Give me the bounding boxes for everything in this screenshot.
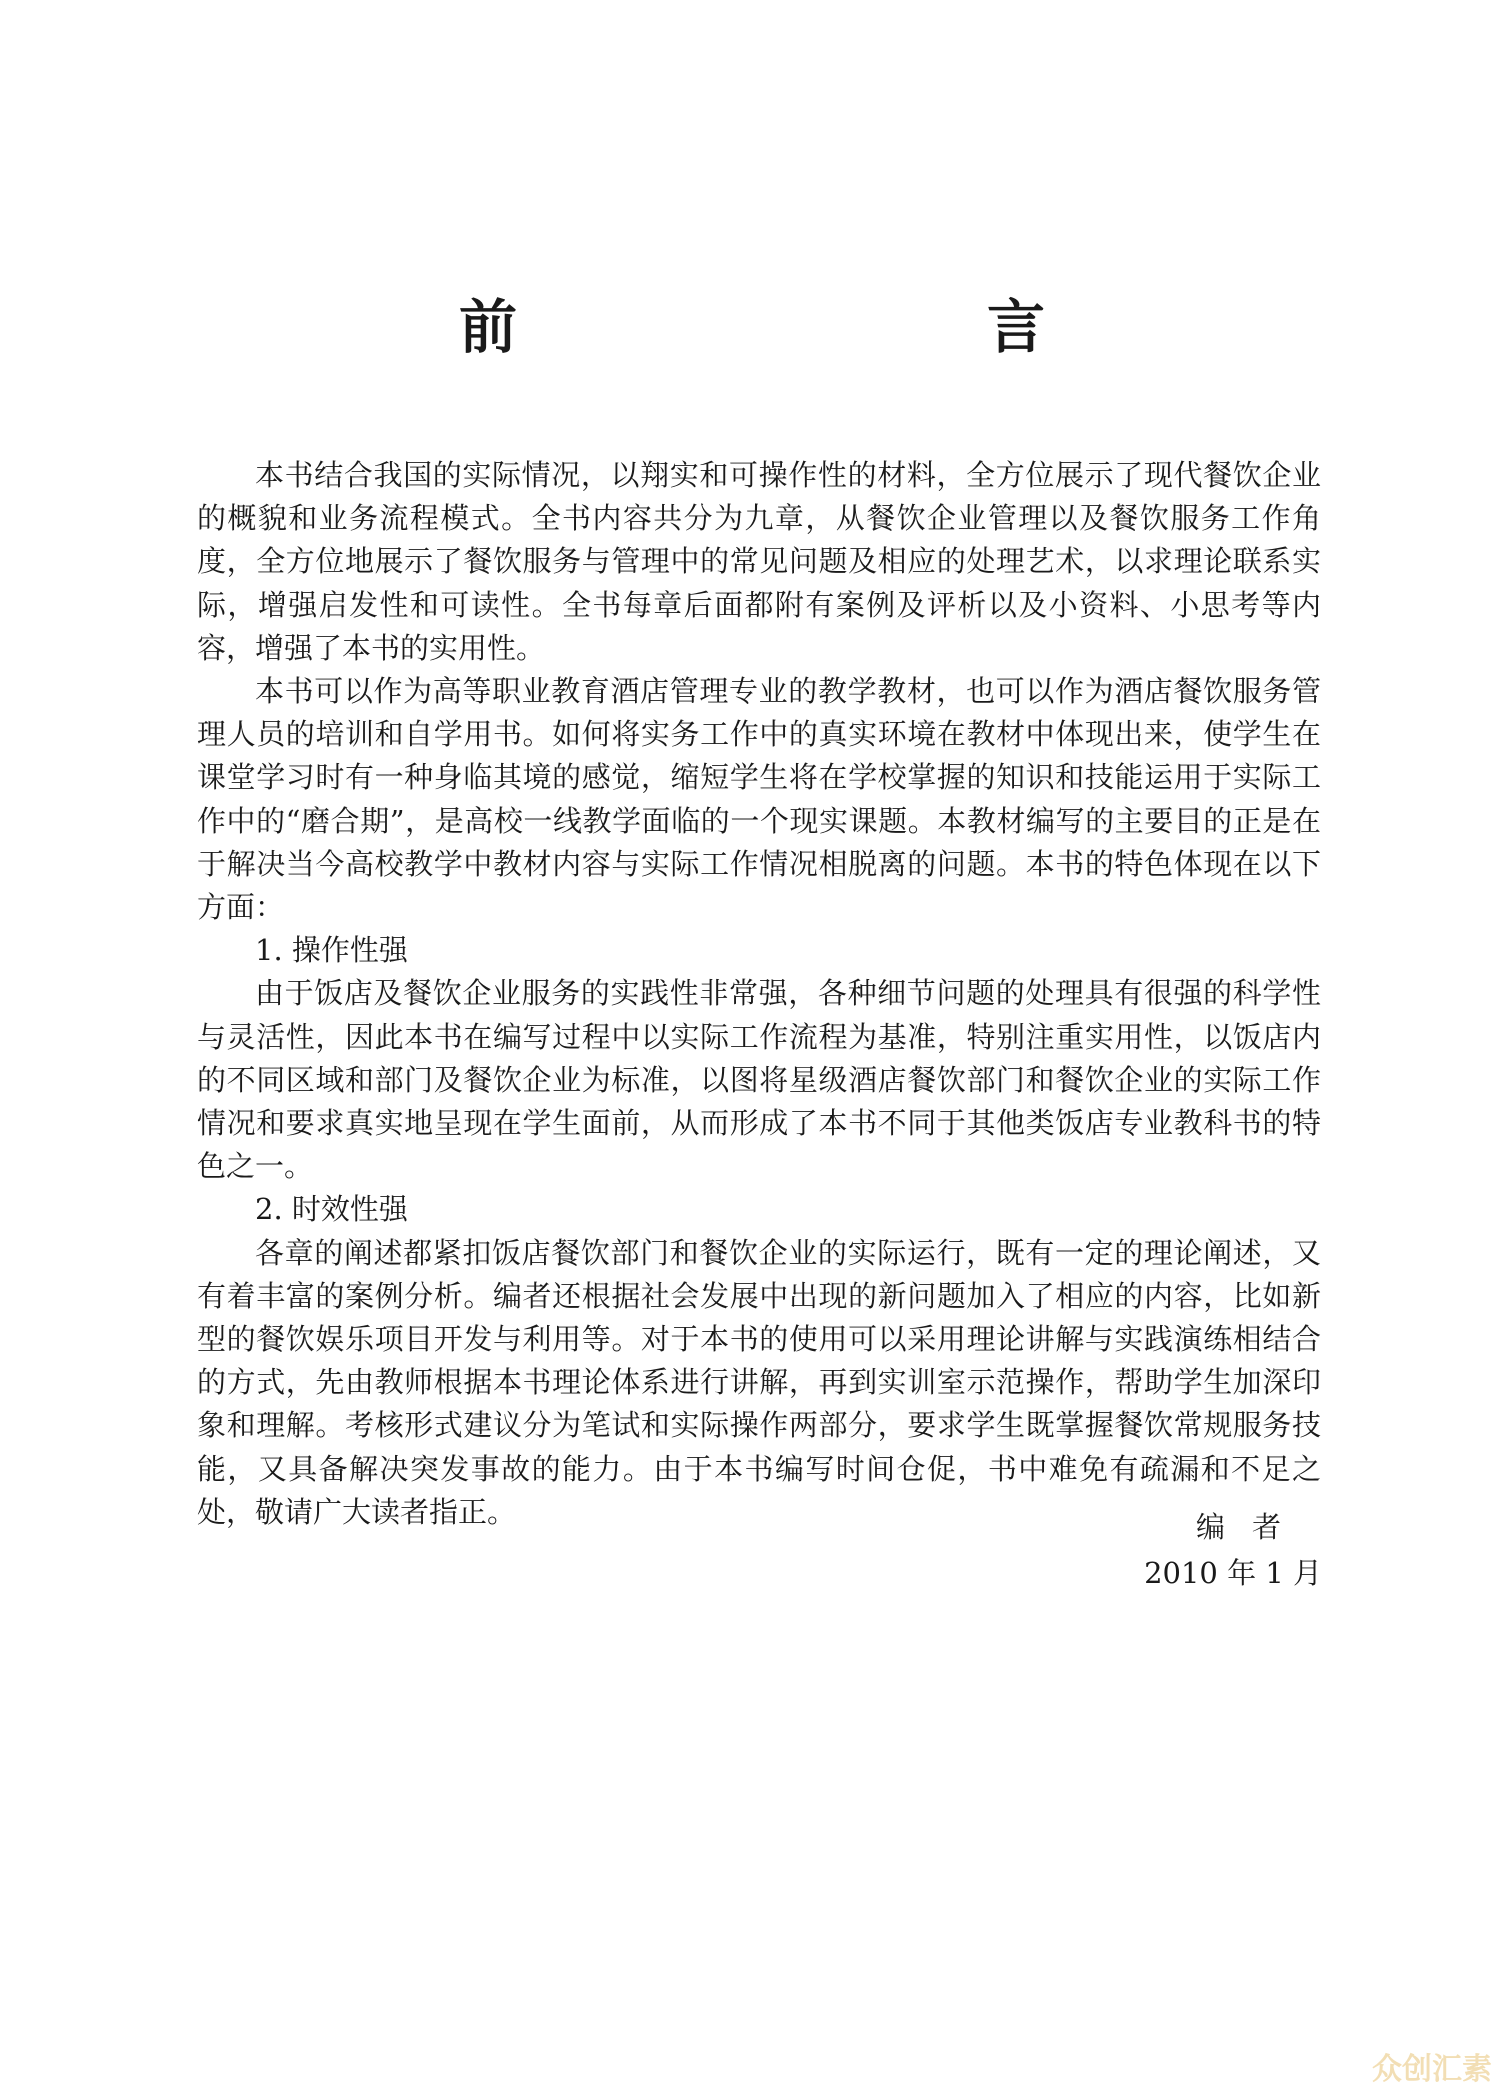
signature-block — [1144, 1504, 1322, 1596]
paragraph-operability: 由于饭店及餐饮企业服务的实践性非常强，各种细节问题的处理具有很强的科学性与灵活性，因此本书在编写过程中以实际工作流程为基准，特别注重实用性，以饭店内的不同区域和部门及餐饮企业为标准，以图将星级酒店餐饮部门和餐饮企业的实际工作情况和要求真实地呈现在学生面前，从而形成了本书不同于其他类饭店专业教科书的特色之一。 — [197, 976, 1321, 1184]
paragraph-intro: 本书结合我国的实际情况，以翔实和可操作性的材料，全方位展示了现代餐饮企业的概貌和业务流程模式。全书内容共分为九章，从餐饮企业管理以及餐饮服务工作角度，全方位地展示了餐饮服务与管理中的常见问题及相应的处理艺术，以求理论联系实际，增强启发性和可读性。全书每章后面都附有案例及评析以及小资料、小思考等内容，增强了本书的实用性。 — [197, 458, 1321, 665]
signature-author: 编者 — [1195, 1510, 1308, 1544]
preface-body — [197, 454, 1321, 1534]
paragraph-timeliness: 各章的阐述都紧扣饭店餐饮部门和餐饮企业的实际运行，既有一定的理论阐述，又有着丰富的案例分析。编者还根据社会发展中出现的新问题加入了相应的内容，比如新型的餐饮娱乐项目开发与利用等。对于本书的使用可以采用理论讲解与实践演练相结合的方式，先由教师根据本书理论体系进行讲解，再到实训室示范操作，帮助学生加深印象和理解。考核形式建议分为笔试和实际操作两部分，要求学生既掌握餐饮常规服务技能，又具备解决突发事故的能力。由于本书编写时间仓促，书中难免有疏漏和不足之处，敬请广大读者指正。 — [197, 1235, 1321, 1529]
feature-heading-timeliness: 2. 时效性强 — [255, 1192, 408, 1227]
page-title: 前 言 — [458, 293, 1163, 361]
watermark-logo: 众创汇素 — [1372, 2052, 1492, 2087]
feature-heading-operability: 1. 操作性强 — [255, 933, 408, 968]
signature-date: 2010 年 1 月 — [1144, 1556, 1322, 1590]
paragraph-usage: 本书可以作为高等职业教育酒店管理专业的教学教材，也可以作为酒店餐饮服务管理人员的培训和自学用书。如何将实务工作中的真实环境在教材中体现出来，使学生在课堂学习时有一种身临其境的感觉，缩短学生将在学校掌握的知识和技能运用于实际工作中的“磨合期”，是高校一线教学面临的一个现实课题。本教材编写的主要目的正是在于解决当今高校教学中教材内容与实际工作情况相脱离的问题。本书的特色体现在以下方面： — [197, 674, 1321, 925]
